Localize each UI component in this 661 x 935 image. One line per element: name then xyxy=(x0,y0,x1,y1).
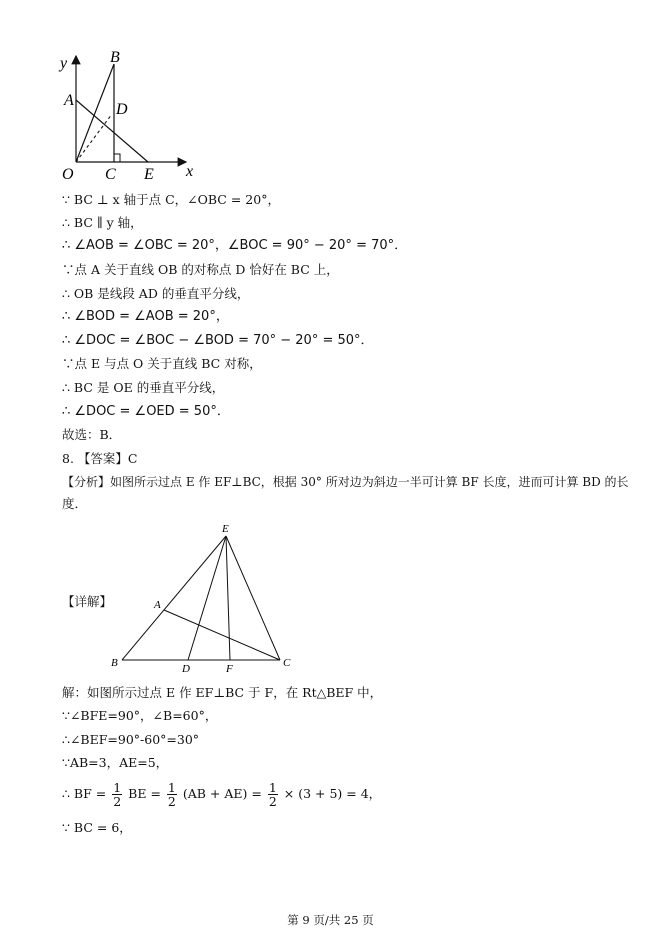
segment-OB xyxy=(76,64,114,162)
solution-line-10: ∴ ∠DOC = ∠OED = 50°． xyxy=(62,404,230,419)
figure-2-triangle-diagram xyxy=(108,520,308,675)
page-footer: 第 9 页/共 25 页 xyxy=(287,913,374,927)
bf-prefix: ∴ BF = xyxy=(62,786,107,801)
detail-line-4: ∵AB=3，AE=5， xyxy=(62,755,169,770)
solution-line-7: ∴ ∠DOC = ∠BOC − ∠BOD = 70° − 20° = 50°． xyxy=(62,333,374,348)
label-x: x xyxy=(186,163,194,180)
label-O: O xyxy=(62,166,74,183)
q8-detail-label: 【详解】 xyxy=(62,594,113,609)
fraction-half-2 xyxy=(167,781,177,808)
fraction-denominator: 2 xyxy=(167,794,176,809)
fraction-numerator: 1 xyxy=(167,780,176,795)
label-D: D xyxy=(116,101,128,118)
detail-line-2: ∵∠BFE=90°，∠B=60°， xyxy=(62,708,218,723)
detail-line-3: ∴∠BEF=90°-60°=30° xyxy=(62,732,200,747)
fraction-numerator: 1 xyxy=(268,780,277,795)
bf-equation xyxy=(62,779,381,809)
fraction-half-1 xyxy=(112,781,122,808)
label-C: C xyxy=(283,657,291,669)
label-E: E xyxy=(222,523,229,535)
segment-OD-dashed xyxy=(76,114,112,162)
solution-line-5: ∴ OB 是线段 AD 的垂直平分线， xyxy=(62,286,250,301)
label-A: A xyxy=(154,599,161,611)
fraction-half-3 xyxy=(268,781,278,808)
q8-answer: 8. 【答案】C xyxy=(62,451,138,466)
fraction-denominator: 2 xyxy=(268,794,277,809)
q8-analysis-line-2: 度． xyxy=(62,496,88,511)
bf-mid-2: (AB + AE) = xyxy=(182,786,262,801)
q8-analysis-line-1: 【分析】如图所示过点 E 作 EF⊥BC，根据 30° 所对边为斜边一半可计算 BF 长度，进而可计算 BD 的长 xyxy=(62,475,629,489)
fraction-denominator: 2 xyxy=(113,794,122,809)
segment-EC xyxy=(226,536,280,660)
choice-line: 故选：B． xyxy=(62,427,122,442)
label-B: B xyxy=(111,657,118,669)
label-F: F xyxy=(226,663,233,675)
label-y: y xyxy=(60,55,68,72)
detail-line-1: 解：如图所示过点 E 作 EF⊥BC 于 F，在 Rt△BEF 中， xyxy=(62,685,383,700)
fraction-numerator: 1 xyxy=(113,780,122,795)
bc-line: ∵ BC = 6， xyxy=(62,820,132,835)
right-angle-mark xyxy=(114,154,120,162)
solution-line-4: ∵点 A 关于直线 OB 的对称点 D 恰好在 BC 上， xyxy=(62,262,339,277)
segment-EB xyxy=(122,536,226,660)
solution-line-8: ∵点 E 与点 O 关于直线 BC 对称， xyxy=(62,356,262,371)
figure-1-coordinate-diagram xyxy=(52,48,202,183)
solution-line-3: ∴ ∠AOB = ∠OBC = 20°，∠BOC = 90° − 20° = 70°． xyxy=(62,238,408,253)
solution-line-2: ∴ BC ∥ y 轴， xyxy=(62,215,143,230)
segment-ED xyxy=(188,536,226,660)
segment-AC xyxy=(164,610,280,660)
label-A: A xyxy=(64,92,74,109)
bf-mid-3: × (3 + 5) = 4， xyxy=(283,786,382,801)
solution-line-1: ∵ BC ⊥ x 轴于点 C，∠OBC = 20°， xyxy=(62,192,280,207)
solution-line-6: ∴ ∠BOD = ∠AOB = 20°， xyxy=(62,309,229,324)
segment-EF xyxy=(226,536,230,660)
label-D: D xyxy=(182,663,190,675)
segment-AE xyxy=(76,100,148,162)
bf-mid-1: BE = xyxy=(128,786,161,801)
label-E: E xyxy=(144,166,154,183)
label-B: B xyxy=(110,49,120,66)
label-C: C xyxy=(105,166,116,183)
solution-line-9: ∴ BC 是 OE 的垂直平分线， xyxy=(62,380,225,395)
